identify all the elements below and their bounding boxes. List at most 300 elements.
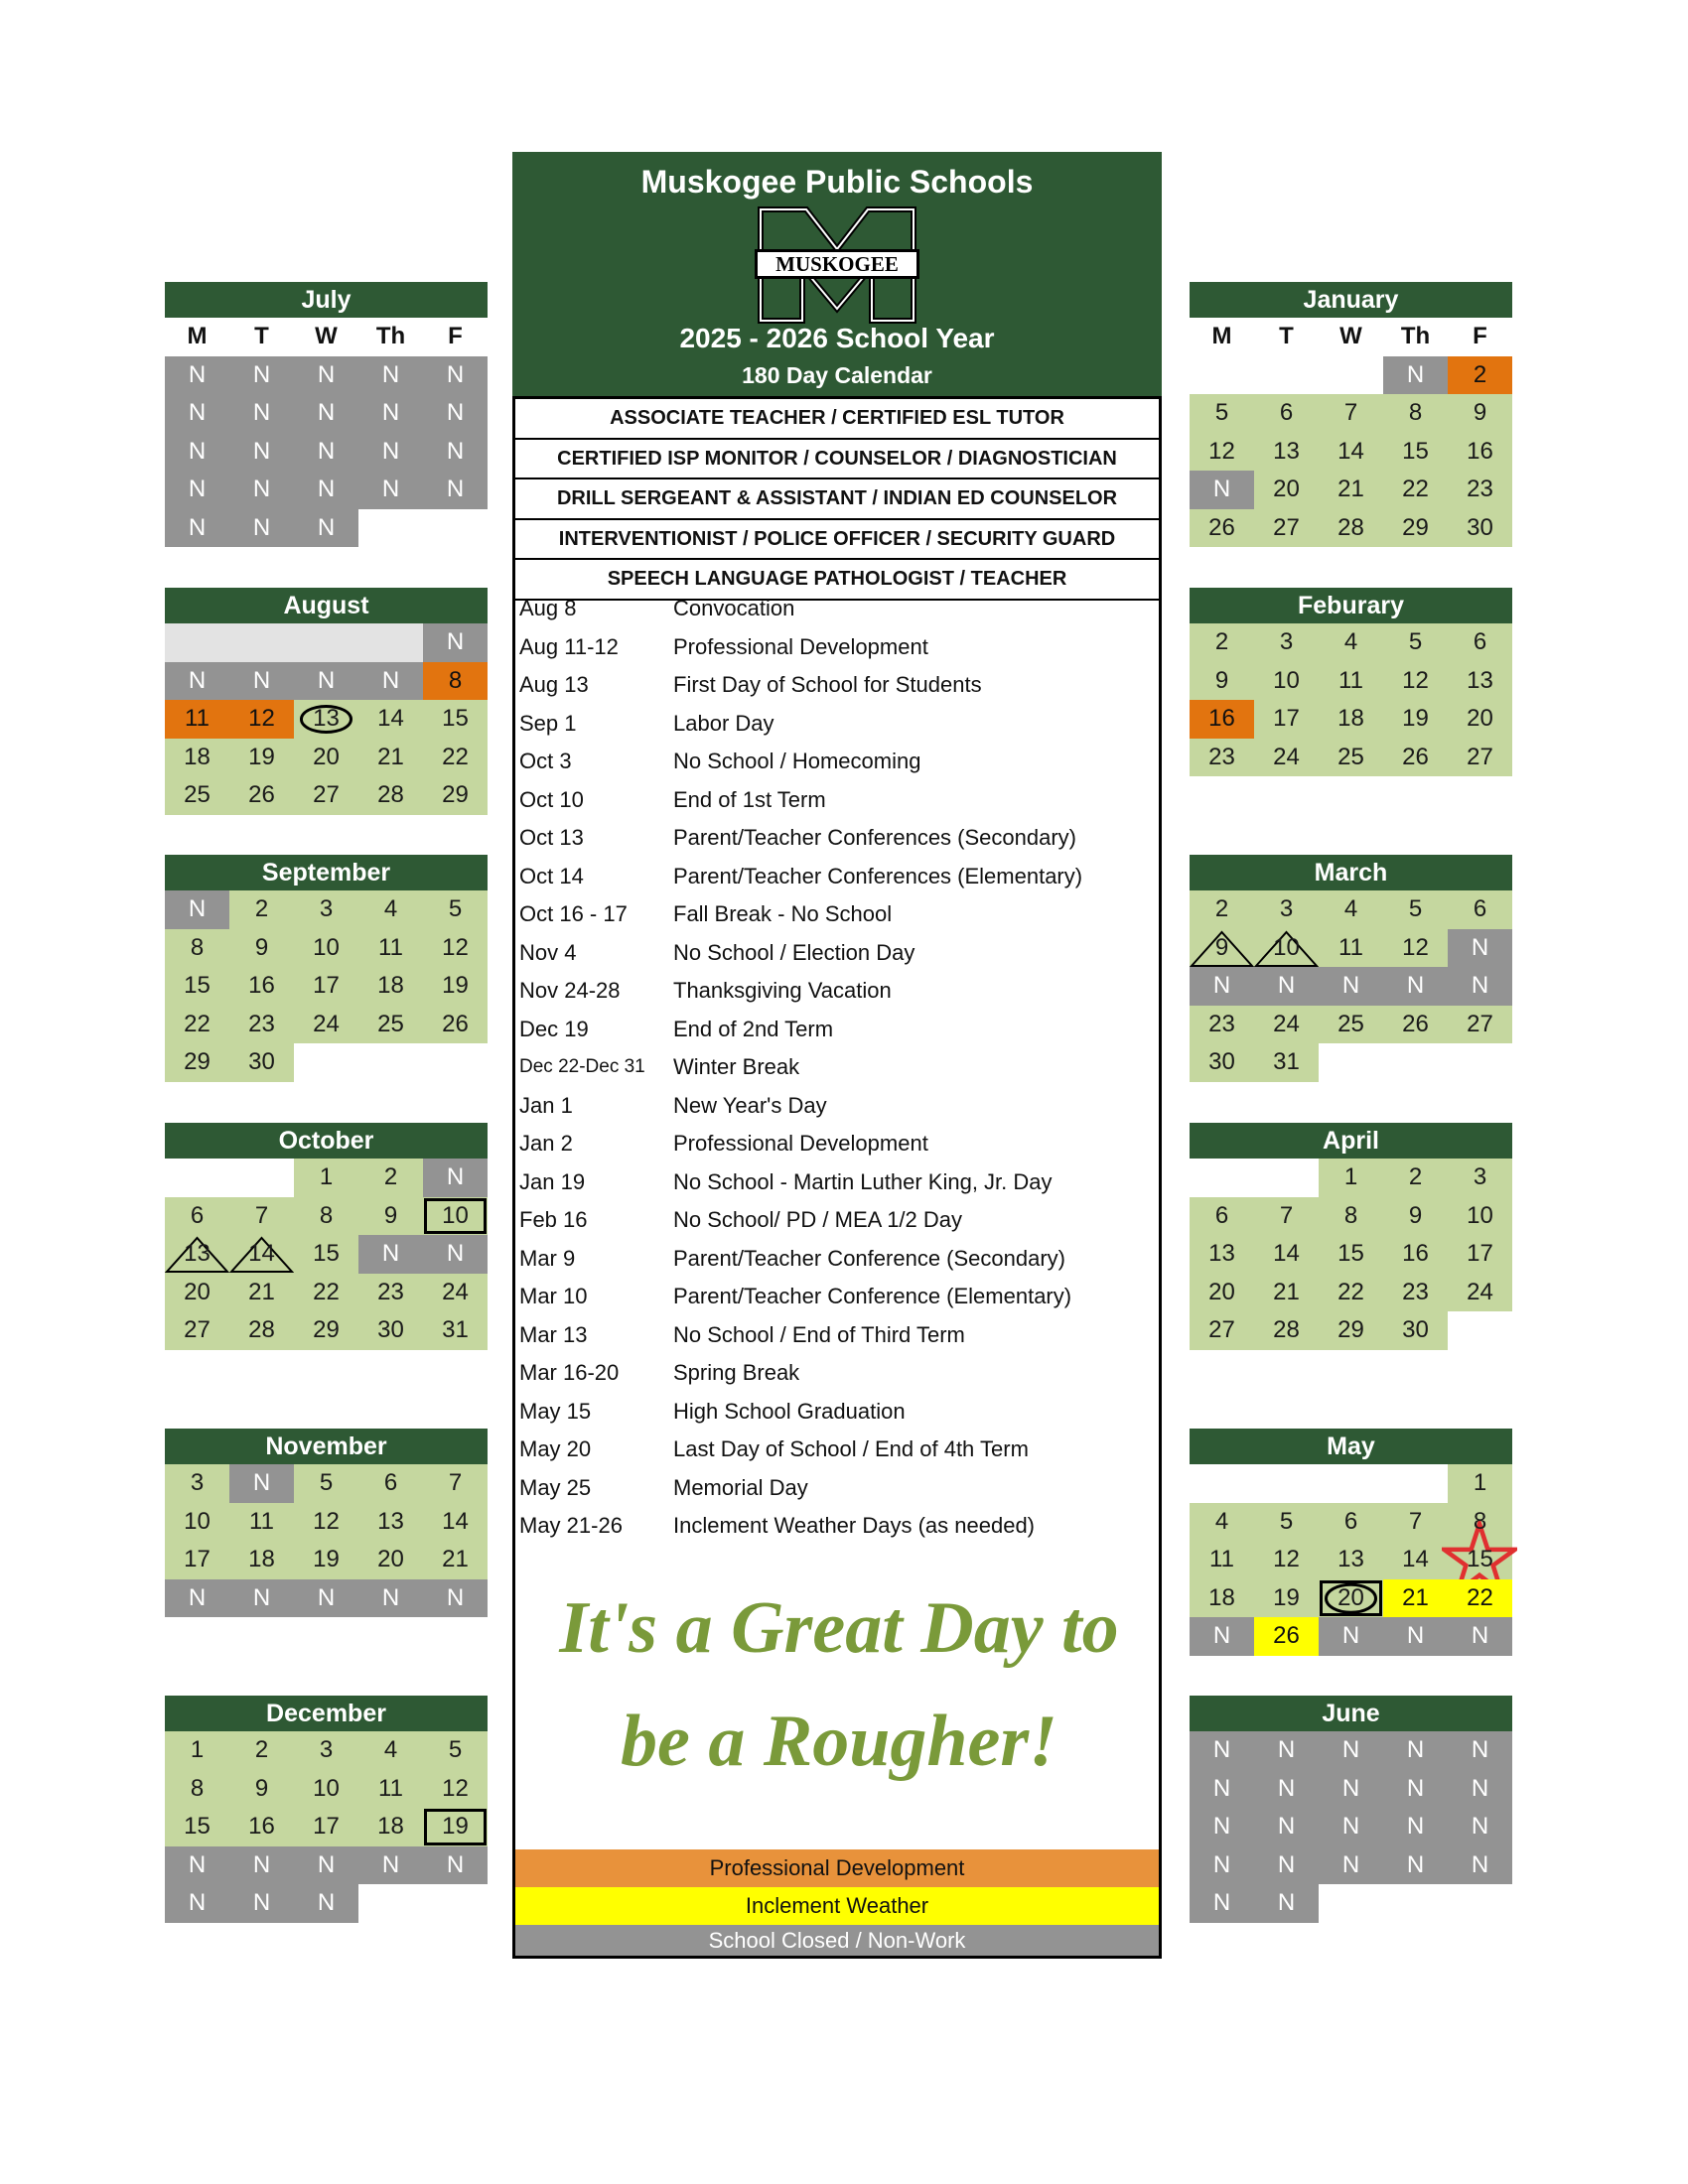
day-number: N xyxy=(252,399,271,426)
day-number: N xyxy=(1277,1813,1296,1840)
day-number: N xyxy=(188,476,207,502)
day-cell xyxy=(423,967,488,1006)
day-number: 14 xyxy=(442,1507,469,1535)
day-cell xyxy=(229,1884,294,1923)
day-number: 29 xyxy=(1402,513,1429,541)
day-cell xyxy=(1383,739,1448,777)
day-number: 30 xyxy=(248,1048,275,1075)
day-number: 16 xyxy=(248,1813,275,1840)
day-number: 4 xyxy=(383,1736,398,1763)
day-cell-empty xyxy=(358,623,423,662)
event-text: Parent/Teacher Conferences (Elementary) xyxy=(673,863,1083,888)
day-cell xyxy=(358,1159,423,1197)
day-number: N xyxy=(446,1163,465,1190)
day-number: 23 xyxy=(248,1010,275,1037)
day-number: N xyxy=(1406,972,1425,999)
day-number: N xyxy=(252,666,271,694)
day-number: 23 xyxy=(1402,1278,1429,1305)
day-cell xyxy=(1383,1274,1448,1312)
day-cell xyxy=(165,662,229,701)
day-number: 8 xyxy=(319,1201,334,1229)
day-number: 14 xyxy=(377,705,404,732)
day-number: 12 xyxy=(248,705,275,732)
day-number: 23 xyxy=(377,1278,404,1305)
day-number: 11 xyxy=(378,1774,403,1802)
day-cell xyxy=(1448,1808,1512,1846)
event-date: May 20 xyxy=(519,1436,592,1461)
day-cell xyxy=(1448,662,1512,701)
month-january xyxy=(1190,282,1512,547)
month-grid xyxy=(165,1731,488,1923)
day-number: N xyxy=(381,399,400,426)
day-cell xyxy=(1319,1235,1383,1274)
day-cell-empty xyxy=(229,1159,294,1197)
day-cell xyxy=(1383,890,1448,929)
day-number: 25 xyxy=(1337,1010,1364,1037)
day-number: 12 xyxy=(442,933,469,961)
day-cell xyxy=(1383,662,1448,701)
day-cell xyxy=(1190,1541,1254,1579)
role-line: DRILL SERGEANT & ASSISTANT / INDIAN ED COUNSELOR xyxy=(515,479,1159,520)
day-number: 7 xyxy=(254,1201,269,1229)
day-number: 7 xyxy=(1343,399,1358,426)
event-date: Feb 16 xyxy=(519,1207,588,1232)
day-cell xyxy=(1383,1503,1448,1542)
day-cell xyxy=(1383,356,1448,395)
day-number: 13 xyxy=(1337,1546,1364,1572)
day-cell xyxy=(1254,623,1319,662)
day-cell xyxy=(358,890,423,929)
day-cell xyxy=(165,1274,229,1312)
day-number: 20 xyxy=(184,1278,211,1305)
day-number: 5 xyxy=(1408,628,1423,655)
day-cell xyxy=(1190,662,1254,701)
day-cell xyxy=(423,776,488,815)
day-number: 16 xyxy=(1402,1240,1429,1267)
day-cell xyxy=(1254,890,1319,929)
event-text: Memorial Day xyxy=(673,1474,808,1500)
day-number: 7 xyxy=(1279,1201,1294,1229)
event-date: Oct 13 xyxy=(519,825,584,850)
day-cell xyxy=(165,1043,229,1082)
day-number: 11 xyxy=(185,705,210,732)
day-number: 13 xyxy=(1208,1240,1235,1267)
event-row xyxy=(515,1163,1159,1202)
day-number: 28 xyxy=(248,1316,275,1343)
month-grid xyxy=(165,623,488,815)
weekday-label: M xyxy=(1211,323,1232,349)
day-number: 19 xyxy=(248,743,275,770)
day-cell-empty xyxy=(165,623,229,662)
day-number: N xyxy=(1406,1813,1425,1840)
day-number: 2 xyxy=(1214,628,1229,655)
day-number: 14 xyxy=(1402,1546,1429,1572)
day-number: N xyxy=(1212,1889,1231,1916)
day-cell xyxy=(1190,433,1254,472)
day-number: N xyxy=(1471,1813,1489,1840)
event-text: Parent/Teacher Conferences (Secondary) xyxy=(673,825,1076,850)
day-cell xyxy=(358,1235,423,1274)
day-number: 20 xyxy=(1208,1278,1235,1305)
day-cell xyxy=(165,394,229,433)
day-cell xyxy=(1190,1235,1254,1274)
day-number: 17 xyxy=(1273,705,1300,732)
day-cell xyxy=(229,776,294,815)
school-year: 2025 - 2026 School Year xyxy=(679,323,995,353)
event-text: Parent/Teacher Conference (Secondary) xyxy=(673,1245,1065,1271)
day-cell xyxy=(1448,1464,1512,1503)
event-text: No School/ PD / MEA 1/2 Day xyxy=(673,1207,963,1232)
day-cell xyxy=(358,1503,423,1542)
day-cell xyxy=(229,1808,294,1846)
center-panel xyxy=(512,152,1162,1959)
day-cell xyxy=(1319,1731,1383,1770)
day-number: N xyxy=(1471,972,1489,999)
day-number: 5 xyxy=(319,1469,334,1496)
day-number: N xyxy=(252,513,271,541)
day-number: 25 xyxy=(1337,743,1364,770)
day-number: N xyxy=(1406,360,1425,388)
day-cell xyxy=(1319,433,1383,472)
day-number: 8 xyxy=(190,933,205,961)
day-number: 29 xyxy=(442,781,469,808)
day-cell xyxy=(1383,433,1448,472)
day-number: N xyxy=(1406,1736,1425,1763)
day-cell xyxy=(1383,1311,1448,1350)
day-number: 6 xyxy=(1473,628,1487,655)
day-cell xyxy=(1190,1006,1254,1044)
day-number: 15 xyxy=(1337,1240,1364,1267)
slogan-line-2: be a Rougher! xyxy=(621,1701,1057,1782)
day-cell xyxy=(229,662,294,701)
day-number: 10 xyxy=(1467,1201,1493,1229)
event-date: Nov 4 xyxy=(519,939,577,965)
weekday-label: Th xyxy=(1400,323,1431,349)
day-cell xyxy=(1448,890,1512,929)
day-number: 15 xyxy=(313,1240,340,1267)
day-number: 12 xyxy=(442,1774,469,1802)
event-text: End of 2nd Term xyxy=(673,1016,834,1041)
event-date: Mar 16-20 xyxy=(519,1360,620,1385)
day-number: N xyxy=(446,1583,465,1611)
event-row xyxy=(515,1011,1159,1049)
day-cell xyxy=(165,1311,229,1350)
event-text: Fall Break - No School xyxy=(673,901,893,926)
day-cell xyxy=(1383,1770,1448,1809)
day-cell xyxy=(358,739,423,777)
event-row xyxy=(515,781,1159,820)
day-number: 3 xyxy=(1279,895,1294,922)
month-december xyxy=(165,1696,488,1923)
day-cell xyxy=(358,1197,423,1236)
event-text: No School / End of Third Term xyxy=(673,1321,965,1347)
day-number: 21 xyxy=(377,743,404,770)
day-cell xyxy=(229,1503,294,1542)
day-number: 10 xyxy=(1273,933,1300,961)
month-may xyxy=(1190,1429,1512,1656)
day-number: N xyxy=(188,1850,207,1878)
day-cell xyxy=(1190,509,1254,548)
day-number: 25 xyxy=(184,781,211,808)
day-number: 6 xyxy=(1279,399,1294,426)
day-number: 4 xyxy=(383,895,398,922)
day-number: 10 xyxy=(1273,666,1300,694)
event-row xyxy=(515,1048,1159,1087)
day-cell xyxy=(294,1884,358,1923)
day-cell xyxy=(1254,929,1319,968)
day-number: 11 xyxy=(378,933,403,961)
day-number: 30 xyxy=(1467,513,1493,541)
event-date: May 25 xyxy=(519,1474,592,1500)
day-cell xyxy=(1190,1846,1254,1885)
day-cell xyxy=(294,1808,358,1846)
month-title: December xyxy=(165,1696,488,1731)
day-number: N xyxy=(1277,972,1296,999)
day-number: N xyxy=(317,1889,336,1916)
event-row xyxy=(515,858,1159,896)
event-text: Thanksgiving Vacation xyxy=(673,978,892,1003)
day-cell xyxy=(1383,623,1448,662)
day-number: N xyxy=(188,1583,207,1611)
day-number: 26 xyxy=(1208,513,1235,541)
day-cell xyxy=(165,1579,229,1618)
day-number: 29 xyxy=(184,1048,211,1075)
day-cell xyxy=(165,700,229,739)
day-cell xyxy=(1448,433,1512,472)
day-cell xyxy=(1254,1884,1319,1923)
day-number: 9 xyxy=(383,1201,398,1229)
event-row xyxy=(515,1278,1159,1316)
day-number: 26 xyxy=(1402,1010,1429,1037)
day-cell-empty xyxy=(1254,356,1319,395)
day-cell xyxy=(1254,394,1319,433)
event-text: End of 1st Term xyxy=(673,786,826,812)
day-cell xyxy=(165,1846,229,1885)
day-cell xyxy=(294,1541,358,1579)
day-cell xyxy=(1190,929,1254,968)
day-number: 5 xyxy=(448,1736,463,1763)
day-number: N xyxy=(1341,1850,1360,1878)
event-row xyxy=(515,1431,1159,1469)
day-number: 20 xyxy=(377,1546,404,1572)
event-row xyxy=(515,590,1159,628)
day-cell xyxy=(294,662,358,701)
legend-inclement-weather: Inclement Weather xyxy=(515,1887,1159,1925)
day-cell xyxy=(1319,890,1383,929)
day-cell xyxy=(1448,1846,1512,1885)
day-number: 14 xyxy=(248,1240,275,1267)
event-row xyxy=(515,1469,1159,1508)
day-cell xyxy=(165,1731,229,1770)
day-cell xyxy=(229,1311,294,1350)
day-cell xyxy=(1448,1770,1512,1809)
day-number: 8 xyxy=(1473,1507,1487,1535)
day-number: N xyxy=(1277,1889,1296,1916)
day-number: N xyxy=(1341,1736,1360,1763)
month-grid xyxy=(1190,318,1512,547)
day-cell xyxy=(1383,700,1448,739)
event-date: Oct 10 xyxy=(519,786,584,812)
day-number: 11 xyxy=(1338,933,1363,961)
day-cell xyxy=(1383,1617,1448,1656)
day-number: N xyxy=(381,1240,400,1267)
month-title: January xyxy=(1190,282,1512,318)
day-number: 11 xyxy=(1338,666,1363,694)
event-text: Convocation xyxy=(673,596,795,620)
day-number: N xyxy=(446,399,465,426)
day-cell xyxy=(358,1731,423,1770)
slogan xyxy=(521,1570,1157,1799)
role-line: ASSOCIATE TEACHER / CERTIFIED ESL TUTOR xyxy=(515,399,1159,440)
day-cell xyxy=(1383,394,1448,433)
day-cell xyxy=(358,433,423,472)
day-number: 2 xyxy=(383,1163,398,1190)
day-calendar-label: 180 Day Calendar xyxy=(742,362,932,388)
day-cell xyxy=(1190,1731,1254,1770)
month-february xyxy=(1190,588,1512,776)
day-number: N xyxy=(381,1850,400,1878)
event-row xyxy=(515,705,1159,744)
role-line: CERTIFIED ISP MONITOR / COUNSELOR / DIAGNOSTICIAN xyxy=(515,440,1159,480)
day-cell xyxy=(165,929,229,968)
day-number: 11 xyxy=(249,1507,274,1535)
day-number: N xyxy=(446,628,465,655)
day-cell xyxy=(423,700,488,739)
day-cell xyxy=(294,1464,358,1503)
day-cell xyxy=(294,394,358,433)
day-number: N xyxy=(252,1850,271,1878)
day-number: 6 xyxy=(1473,895,1487,922)
day-cell xyxy=(423,1159,488,1197)
day-number: 5 xyxy=(1408,895,1423,922)
day-number: 9 xyxy=(1473,399,1487,426)
day-cell xyxy=(1448,1235,1512,1274)
day-cell xyxy=(1254,1197,1319,1236)
day-cell xyxy=(229,967,294,1006)
weekday-label: W xyxy=(1339,323,1362,349)
day-cell xyxy=(423,394,488,433)
day-number: N xyxy=(1212,972,1231,999)
day-cell xyxy=(294,471,358,509)
day-cell xyxy=(1448,1159,1512,1197)
day-number: 30 xyxy=(1402,1316,1429,1343)
day-cell xyxy=(1254,1043,1319,1082)
day-cell xyxy=(423,1503,488,1542)
day-cell xyxy=(229,700,294,739)
day-number: 10 xyxy=(184,1507,211,1535)
day-cell xyxy=(294,1846,358,1885)
event-date: Nov 24-28 xyxy=(519,978,621,1003)
day-number: N xyxy=(1212,1774,1231,1802)
day-cell xyxy=(1254,1846,1319,1885)
day-number: 6 xyxy=(383,1469,398,1496)
event-text: Professional Development xyxy=(673,633,928,659)
day-cell xyxy=(358,1006,423,1044)
day-number: 20 xyxy=(1273,476,1300,502)
day-cell xyxy=(165,356,229,395)
day-cell xyxy=(1254,471,1319,509)
event-date: Sep 1 xyxy=(519,710,577,736)
day-cell xyxy=(1254,1808,1319,1846)
day-number: 18 xyxy=(377,972,404,999)
event-text: High School Graduation xyxy=(673,1398,906,1424)
day-number: N xyxy=(252,1889,271,1916)
day-cell xyxy=(165,1197,229,1236)
day-number: 24 xyxy=(1467,1278,1493,1305)
day-cell xyxy=(1319,967,1383,1006)
day-cell xyxy=(358,1541,423,1579)
logo-text: MUSKOGEE xyxy=(775,252,899,276)
day-cell xyxy=(1383,1235,1448,1274)
day-cell xyxy=(294,776,358,815)
day-cell xyxy=(229,1464,294,1503)
month-grid xyxy=(165,1464,488,1617)
day-number: 6 xyxy=(1214,1201,1229,1229)
month-october xyxy=(165,1123,488,1350)
day-cell xyxy=(423,1846,488,1885)
day-cell xyxy=(1448,623,1512,662)
day-cell xyxy=(1190,1043,1254,1082)
day-cell xyxy=(358,1274,423,1312)
event-row xyxy=(515,1240,1159,1279)
month-grid xyxy=(165,890,488,1082)
event-date: Aug 8 xyxy=(519,596,577,620)
day-cell xyxy=(1448,1006,1512,1044)
day-cell xyxy=(229,394,294,433)
day-cell xyxy=(1190,739,1254,777)
month-grid xyxy=(1190,1731,1512,1923)
day-number: N xyxy=(1212,1813,1231,1840)
day-cell xyxy=(358,356,423,395)
day-cell xyxy=(1383,471,1448,509)
day-cell xyxy=(294,433,358,472)
day-number: 28 xyxy=(1337,513,1364,541)
day-cell xyxy=(358,394,423,433)
day-cell xyxy=(1448,509,1512,548)
day-cell xyxy=(165,1235,229,1274)
day-number: 24 xyxy=(1273,743,1300,770)
day-cell xyxy=(1254,967,1319,1006)
day-cell xyxy=(294,929,358,968)
day-number: N xyxy=(188,360,207,388)
day-number: N xyxy=(381,666,400,694)
day-cell xyxy=(1383,1731,1448,1770)
day-cell xyxy=(1448,471,1512,509)
day-number: 3 xyxy=(1279,628,1294,655)
events-list xyxy=(515,590,1159,1546)
day-number: 12 xyxy=(1208,437,1235,465)
day-cell xyxy=(423,1274,488,1312)
day-number: N xyxy=(1406,1622,1425,1649)
day-number: 19 xyxy=(1402,705,1429,732)
weekday-label: W xyxy=(315,323,338,349)
day-cell xyxy=(423,1541,488,1579)
day-cell xyxy=(294,509,358,548)
day-number: 5 xyxy=(448,895,463,922)
event-date: Dec 22-Dec 31 xyxy=(519,1056,645,1077)
day-number: 18 xyxy=(184,743,211,770)
event-date: Jan 2 xyxy=(519,1131,573,1156)
day-number: 27 xyxy=(1208,1316,1235,1343)
day-number: 24 xyxy=(442,1278,469,1305)
day-number: N xyxy=(1341,1622,1360,1649)
day-number: 14 xyxy=(1273,1240,1300,1267)
day-number: N xyxy=(188,513,207,541)
event-text: No School - Martin Luther King, Jr. Day xyxy=(673,1168,1053,1194)
day-number: 20 xyxy=(1337,1583,1364,1611)
day-cell xyxy=(423,1770,488,1809)
day-number: N xyxy=(446,476,465,502)
